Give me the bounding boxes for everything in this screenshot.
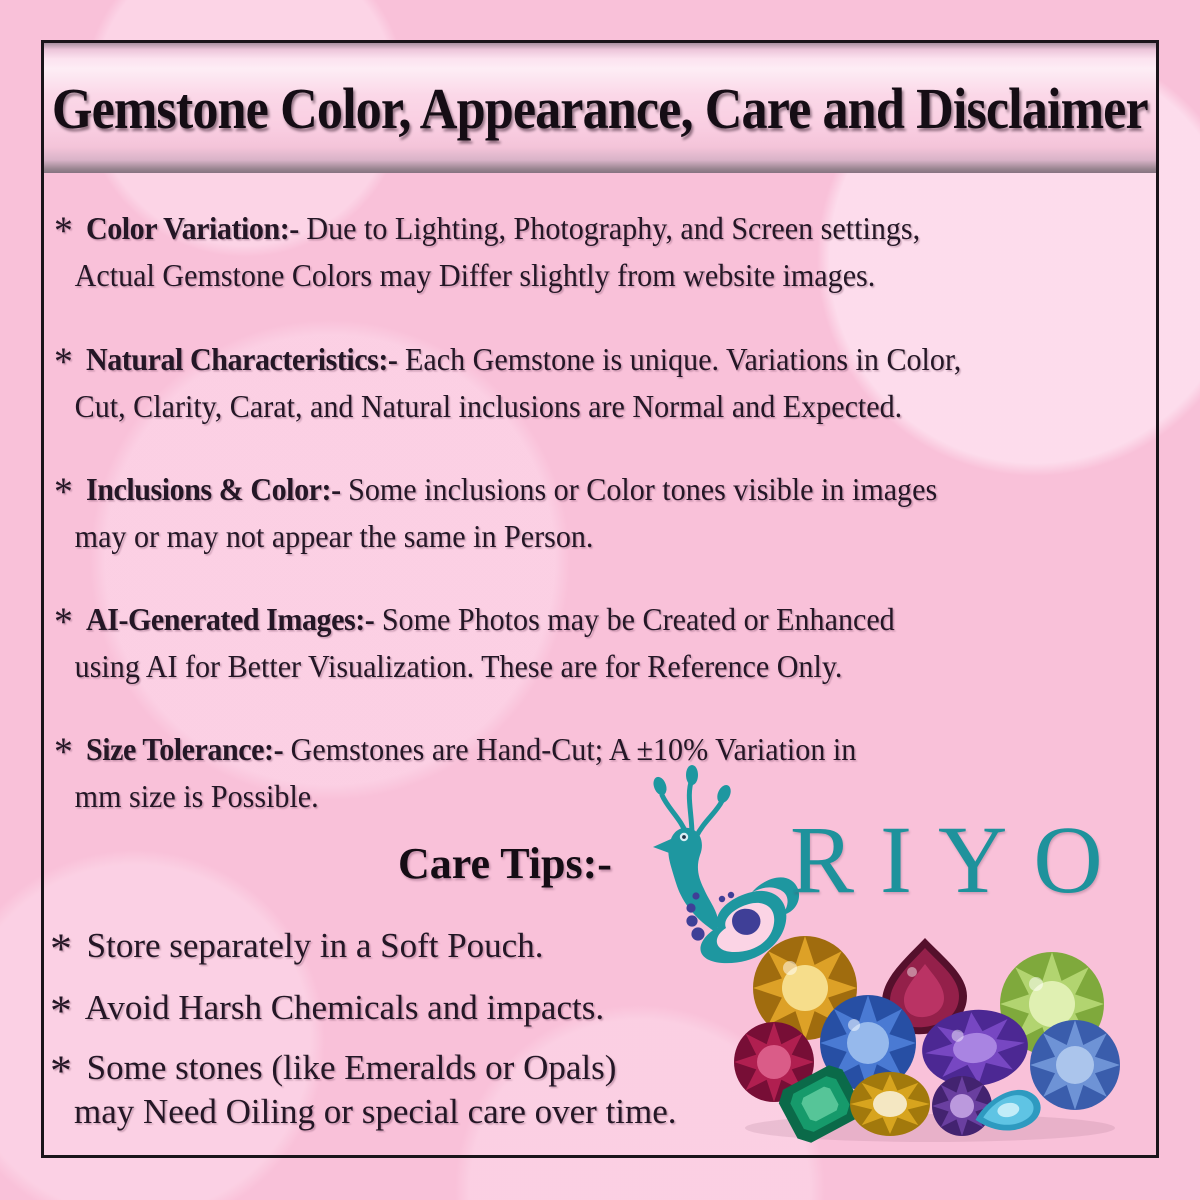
disclaimer-text: Some inclusions or Color tones visible in images — [348, 471, 938, 507]
disclaimer-label: Size Tolerance:- — [85, 731, 284, 767]
gem-citrine-oval — [850, 1072, 930, 1136]
disclaimer-line2: Cut, Clarity, Carat, and Natural inclusions are Normal and Expected. — [74, 388, 903, 424]
disclaimer-item-color-variation — [54, 210, 1079, 294]
care-tip-text: Some stones (like Emeralds or Opals) — [86, 1048, 617, 1087]
disclaimer-line2: may or may not appear the same in Person. — [74, 518, 594, 554]
care-tip-oiling — [50, 1046, 617, 1095]
disclaimer-item-size-tolerance — [54, 731, 1079, 815]
disclaimer-line1 — [54, 729, 1079, 775]
page-title: Gemstone Color, Appearance, Care and Disclaimer — [52, 75, 1148, 141]
gemstones-image — [700, 916, 1162, 1156]
disclaimer-text: Gemstones are Hand-Cut; A ±10% Variation in — [290, 731, 857, 767]
disclaimer-item-natural-characteristics — [54, 341, 1079, 425]
disclaimer-line1 — [54, 469, 1079, 515]
gem-amethyst-small-round — [932, 1076, 992, 1136]
disclaimer-item-ai-generated-images — [54, 601, 1079, 685]
care-tip-store — [50, 924, 544, 973]
asterisk-bullet: * — [50, 986, 72, 1035]
disclaimer-line2: using AI for Better Visualization. These are for Reference Only. — [74, 648, 843, 684]
asterisk-bullet: * — [54, 729, 73, 775]
disclaimer-line2: mm size is Possible. — [74, 778, 319, 814]
care-tip-text: Store separately in a Soft Pouch. — [86, 926, 544, 965]
care-tip-chemicals — [50, 986, 605, 1035]
asterisk-bullet: * — [50, 924, 72, 973]
disclaimer-label: Color Variation:- — [85, 210, 299, 246]
disclaimer-label: Inclusions & Color:- — [85, 471, 341, 507]
peacock-eye — [680, 833, 688, 841]
disclaimer-line1 — [54, 339, 1079, 385]
disclaimer-line1 — [54, 208, 1079, 254]
disclaimer-label: AI-Generated Images:- — [85, 601, 375, 637]
gem-tanzanite-round — [1030, 1020, 1120, 1110]
disclaimer-label: Natural Characteristics:- — [85, 341, 398, 377]
title-banner — [44, 43, 1156, 173]
asterisk-bullet: * — [54, 208, 73, 254]
disclaimer-line1 — [54, 599, 1079, 645]
asterisk-bullet: * — [50, 1046, 72, 1095]
care-tip-oiling-line2: may Need Oiling or special care over time. — [74, 1092, 677, 1131]
care-tip-text: Avoid Harsh Chemicals and impacts. — [84, 988, 605, 1027]
asterisk-bullet: * — [54, 599, 73, 645]
asterisk-bullet: * — [54, 339, 73, 385]
disclaimer-text: Each Gemstone is unique. Variations in Color, — [404, 341, 962, 377]
disclaimer-line2: Actual Gemstone Colors may Differ slightly from website images. — [74, 257, 876, 293]
disclaimer-text: Some Photos may be Created or Enhanced — [381, 601, 895, 637]
disclaimer-item-inclusions-color — [54, 471, 1079, 555]
care-tips-heading: Care Tips:- — [398, 839, 612, 888]
asterisk-bullet: * — [54, 469, 73, 515]
disclaimer-text: Due to Lighting, Photography, and Screen settings, — [306, 210, 921, 246]
brand-wordmark: RIYO — [790, 806, 1129, 913]
